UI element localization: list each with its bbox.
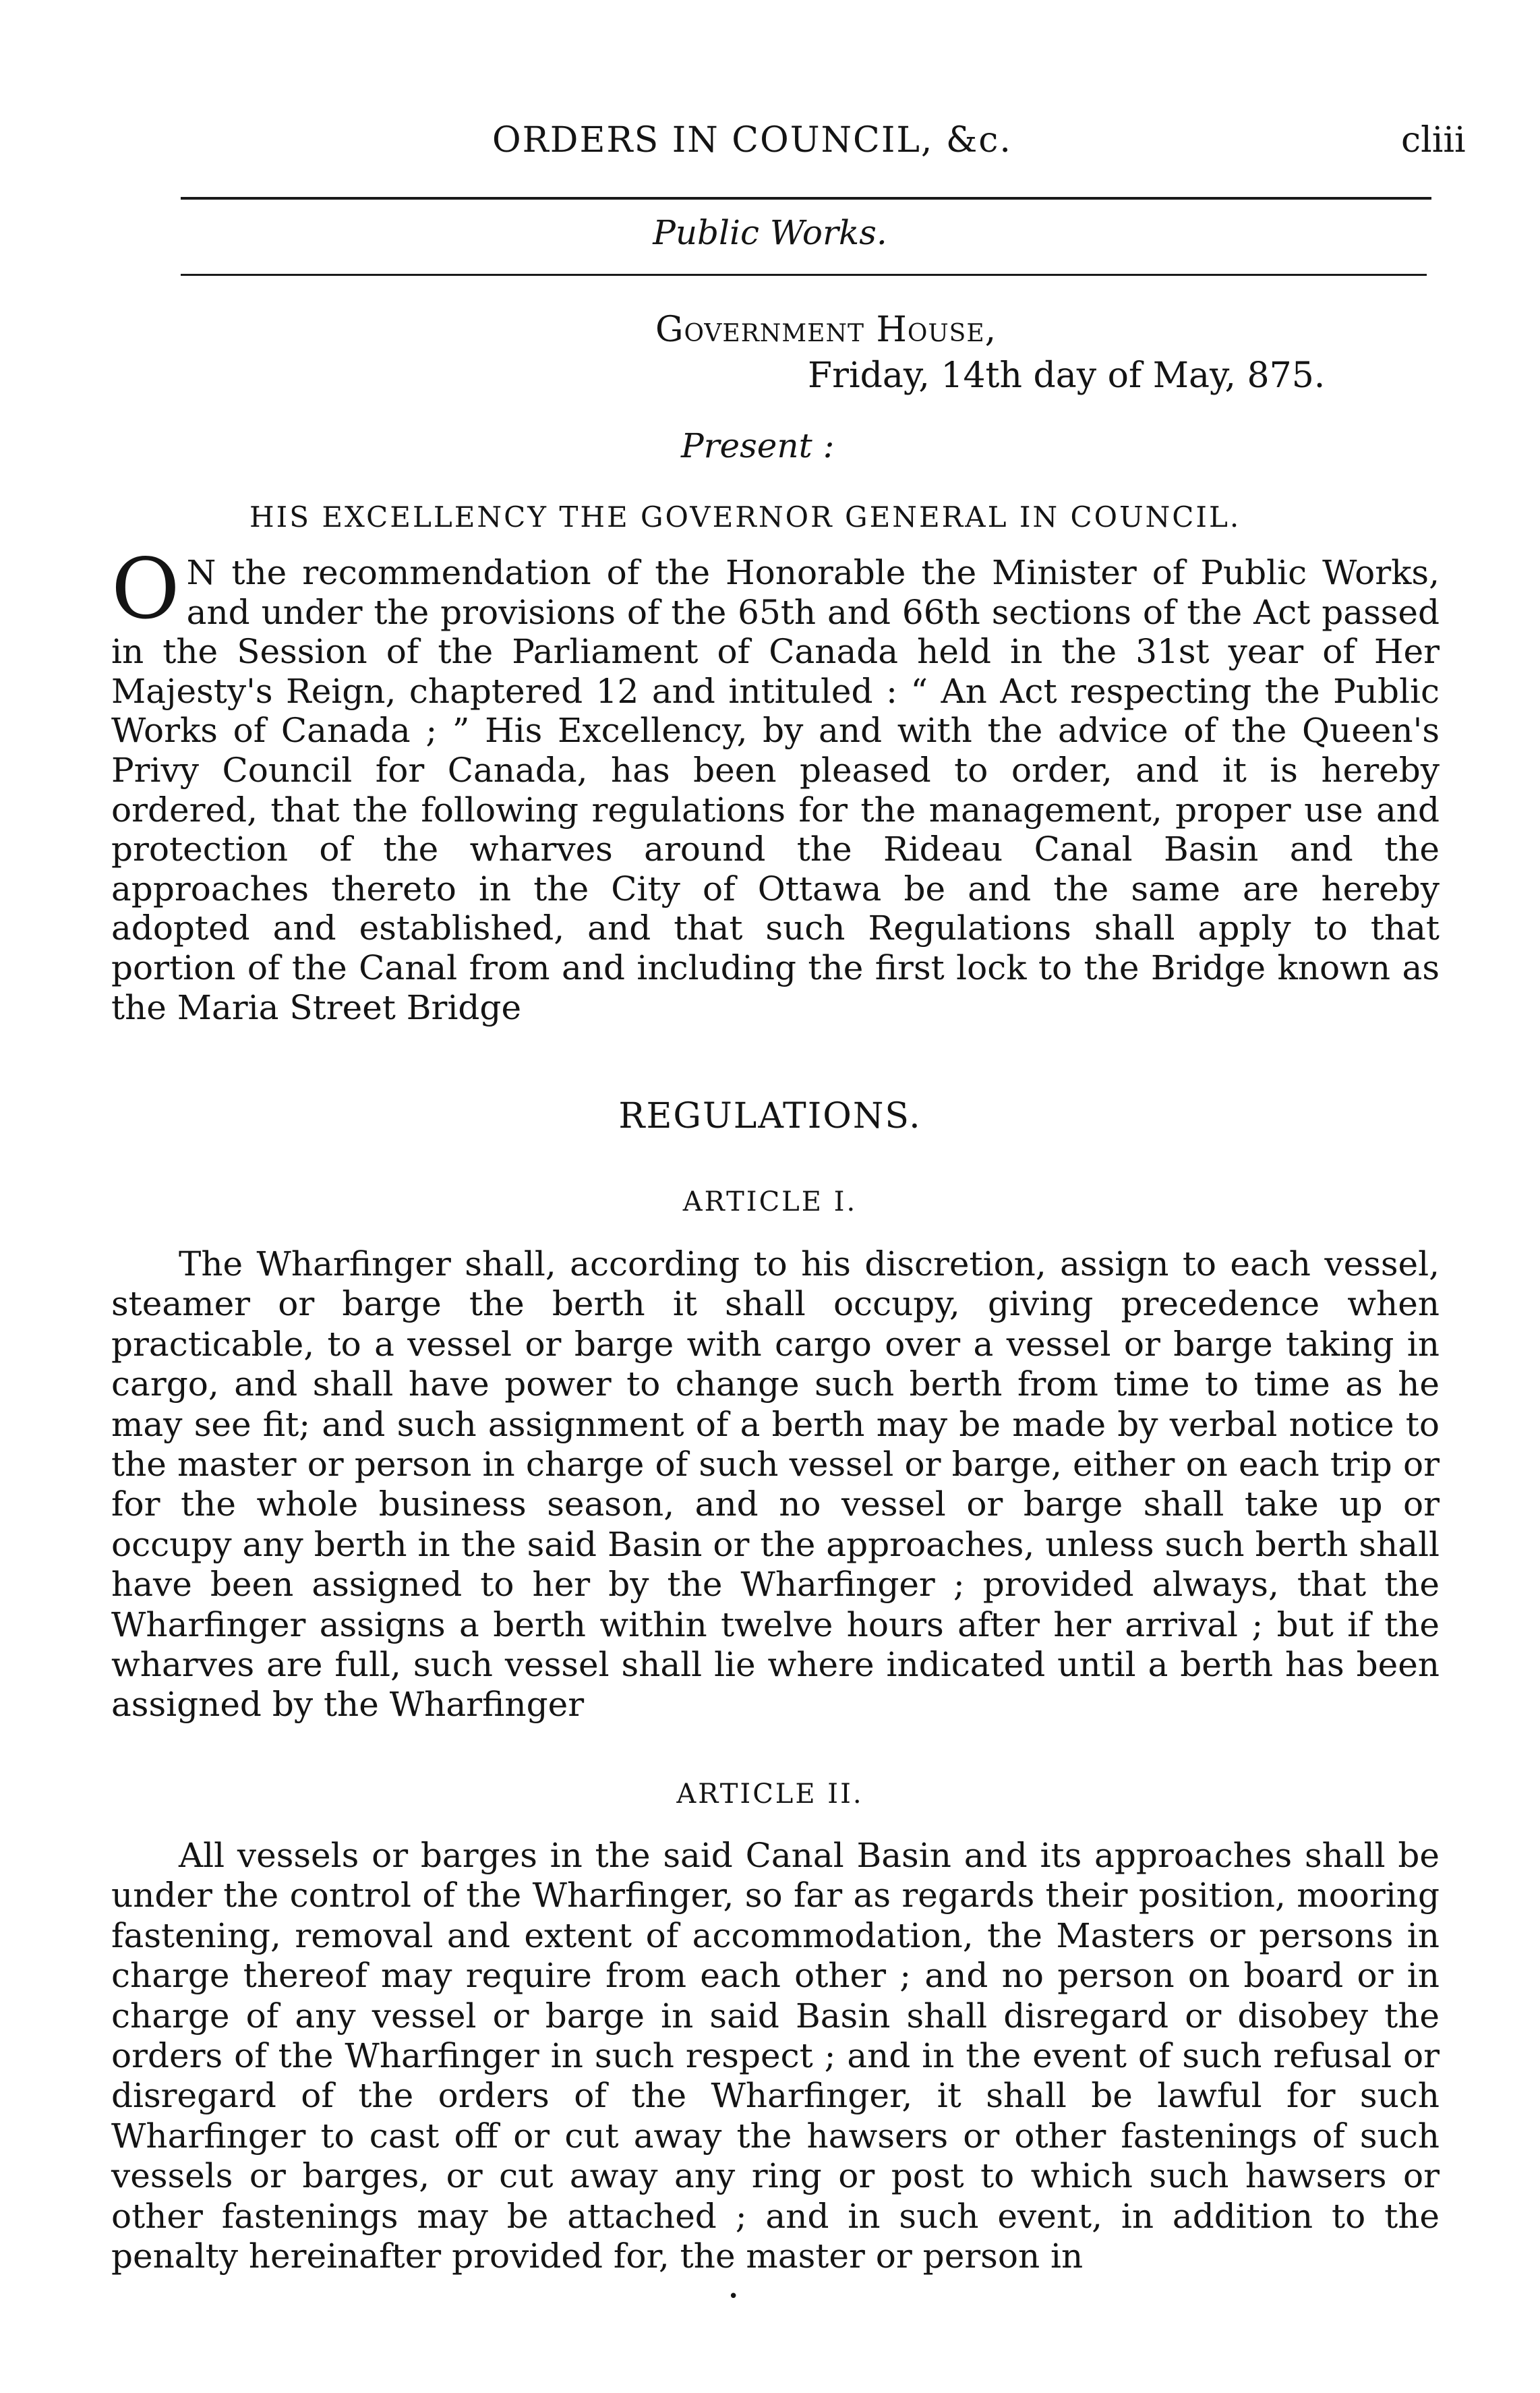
place-line: Government House, [655,310,997,350]
article-text: All vessels or barges in the said Canal Basin and its approaches shall be under the control of the Wharfinger, so far as regards their position, mooring fastening, removal and extent of accommodation, the Masters or persons in charge thereof may require from each other ; and no person on board or in charge of any vessel or barge in said Basin shall disregard or disobey the orders of the Wharfinger in such respect ; and in the event of such refusal or disregard of the orders of the Wharfinger, it shall be lawful for such Wharfinger to cast off or cut away the hawsers or other fastenings of such vessels or barges, or cut away any ring or post to which such hawsers or other fastenings may be attached ; and in such event, in addition to the penalty hereinafter provided for, the master or person in [111,1836,1440,2276]
preamble-paragraph [111,541,1440,1027]
running-head [0,113,1540,167]
page-number: cliii [1401,120,1466,161]
footer-mark: • [728,2286,739,2307]
drop-cap: O [111,541,180,638]
article-text: The Wharfinger shall, according to his discretion, assign to each vessel, steamer or barge the berth it shall occupy, giving precedence when practicable, to a vessel or barge with cargo over a vessel or barge taking in cargo, and shall have power to change such berth from time to time as he may see fit; and such assignment of a berth may be made by verbal notice to the master or person in charge of such vessel or barge, either on each trip or for the whole business season, and no vessel or barge shall take up or occupy any berth in the said Basin or the approaches, unless such berth shall have been assigned to her by the Wharfinger ; provided always, that the Wharfinger assigns a berth within twelve hours after her arrival ; but if the wharves are full, such vessel shall lie where indicated until a berth has been assigned by the Wharfinger [111,1244,1440,1725]
date-line: Friday, 14th day of May, 875. [808,355,1326,396]
regulations-title: REGULATIONS. [618,1096,922,1136]
article-heading: ARTICLE I. [682,1186,858,1217]
section-title: Public Works. [653,213,887,252]
section-rule [181,274,1427,276]
article-heading: ARTICLE II. [676,1779,864,1810]
running-title: ORDERS IN COUNCIL, &c. [492,120,1012,161]
council-line: HIS EXCELLENCY THE GOVERNOR GENERAL IN COUNCIL. [249,500,1241,534]
present-label: Present : [681,426,835,465]
top-rule [181,197,1431,200]
preamble-text: N the recommendation of the Honorable the Minister of Public Works, and under the provisions of the 65th and 66th sections of the Act passed in the Session of the Parliament of Canada held in the 31st year of Her Majesty's Reign, chaptered 12 and intituled : “ An Act respecting the Public Works of Canada ; ” His Excellency, by and with the advice of the Queen's Privy Council for Canada, has been pleased to order, and it is hereby ordered, that the following regulations for the management, proper use and protection of the wharves around the Rideau Canal Basin and the approaches thereto in the City of Ottawa be and the same are hereby adopted and established, and that such Regulations shall apply to that portion of the Canal from and including the first lock to the Bridge known as the Maria Street Bridge [111,553,1440,1027]
